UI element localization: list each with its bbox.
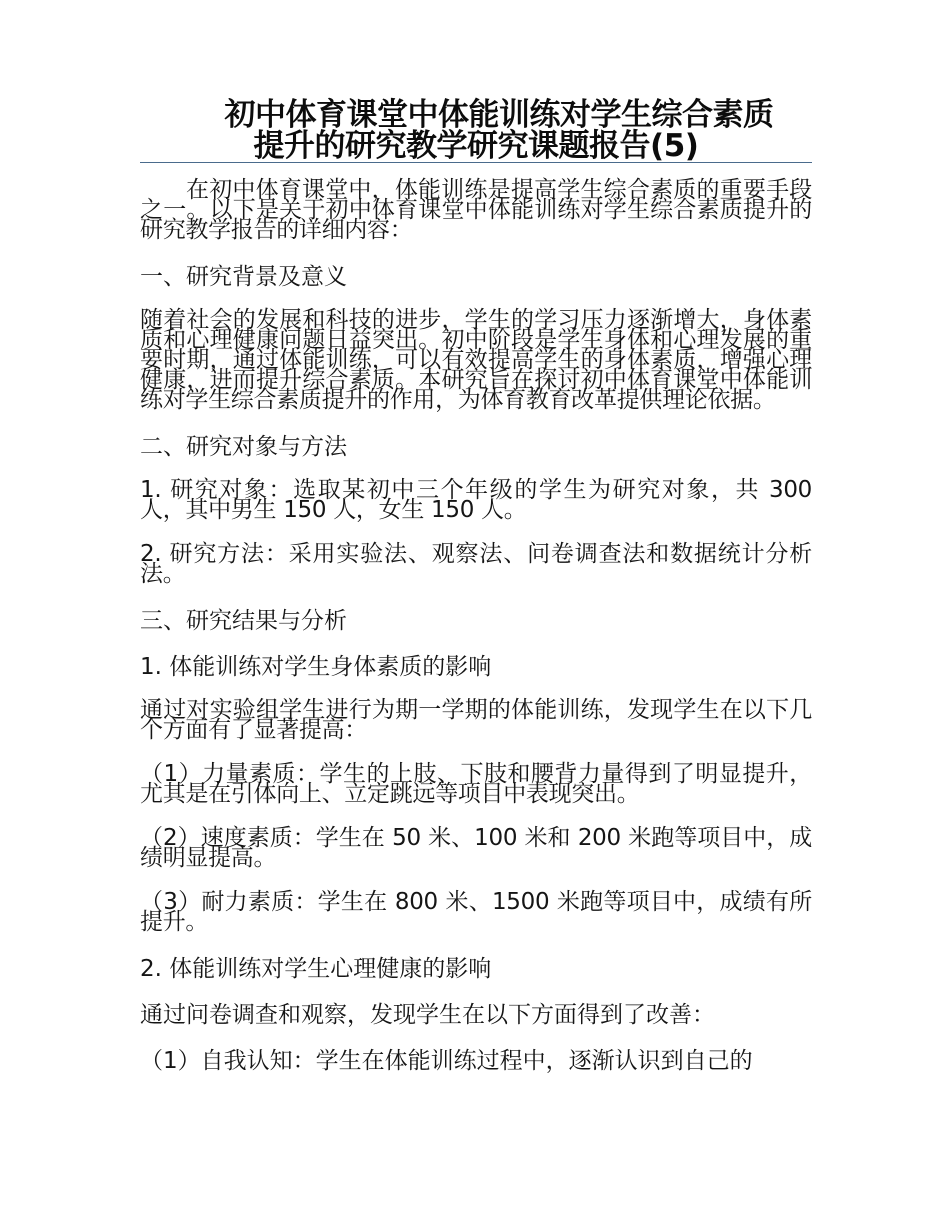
title-line-2: 提升的研究教学研究课题报告(5) (253, 128, 699, 164)
section-3-sub-1-item-2: （2）速度素质：学生在 50 米、100 米和 200 米跑等项目中，成绩明显提高。 (140, 825, 812, 871)
section-3-sub-1-item-3: （3）耐力素质：学生在 800 米、1500 米跑等项目中，成绩有所提升。 (140, 889, 812, 935)
section-2-item-2: 2. 研究方法：采用实验法、观察法、问卷调查法和数据统计分析法。 (140, 541, 812, 587)
section-3-sub-2-item-1: （1）自我认知：学生在体能训练过程中，逐渐认识到自己的 (140, 1048, 753, 1074)
section-3-heading: 三、研究结果与分析 (140, 608, 347, 634)
title-divider (140, 162, 812, 163)
section-3-subheading-2: 2. 体能训练对学生心理健康的影响 (140, 956, 492, 982)
section-3-sub-1-item-1: （1）力量素质：学生的上肢、下肢和腰背力量得到了明显提升，尤其是在引体向上、立定跳远等项目中表现突出。 (140, 761, 812, 807)
title-line-1: 初中体育课堂中体能训练对学生综合素质 (224, 97, 774, 133)
document-title (140, 97, 812, 164)
section-1-paragraph: 随着社会的发展和科技的进步，学生的学习压力逐渐增大，身体素质和心理健康问题日益突出。初中阶段是学生身体和心理发展的重要时期，通过体能训练，可以有效提高学生的身体素质，增强心理健康，进而提升综合素质。本研究旨在探讨初中体育课堂中体能训练对学生综合素质提升的作用，为体育教育改革提供理论依据。 (140, 307, 812, 413)
document-body (140, 177, 812, 1094)
section-1-heading: 一、研究背景及意义 (140, 264, 347, 290)
section-3-subheading-1: 1. 体能训练对学生身体素质的影响 (140, 654, 492, 680)
section-3-sub-2-paragraph: 通过问卷调查和观察，发现学生在以下方面得到了改善： (140, 1002, 715, 1028)
intro-paragraph: 在初中体育课堂中，体能训练是提高学生综合素质的重要手段之一。以下是关于初中体育课堂中体能训练对学生综合素质提升的研究教学报告的详细内容： (140, 177, 812, 243)
section-3-sub-1-paragraph: 通过对实验组学生进行为期一学期的体能训练，发现学生在以下几个方面有了显著提高： (140, 697, 812, 743)
section-2-heading: 二、研究对象与方法 (140, 434, 347, 460)
section-2-item-1: 1. 研究对象：选取某初中三个年级的学生为研究对象，共 300 人，其中男生 150 人，女生 150 人。 (140, 477, 812, 523)
